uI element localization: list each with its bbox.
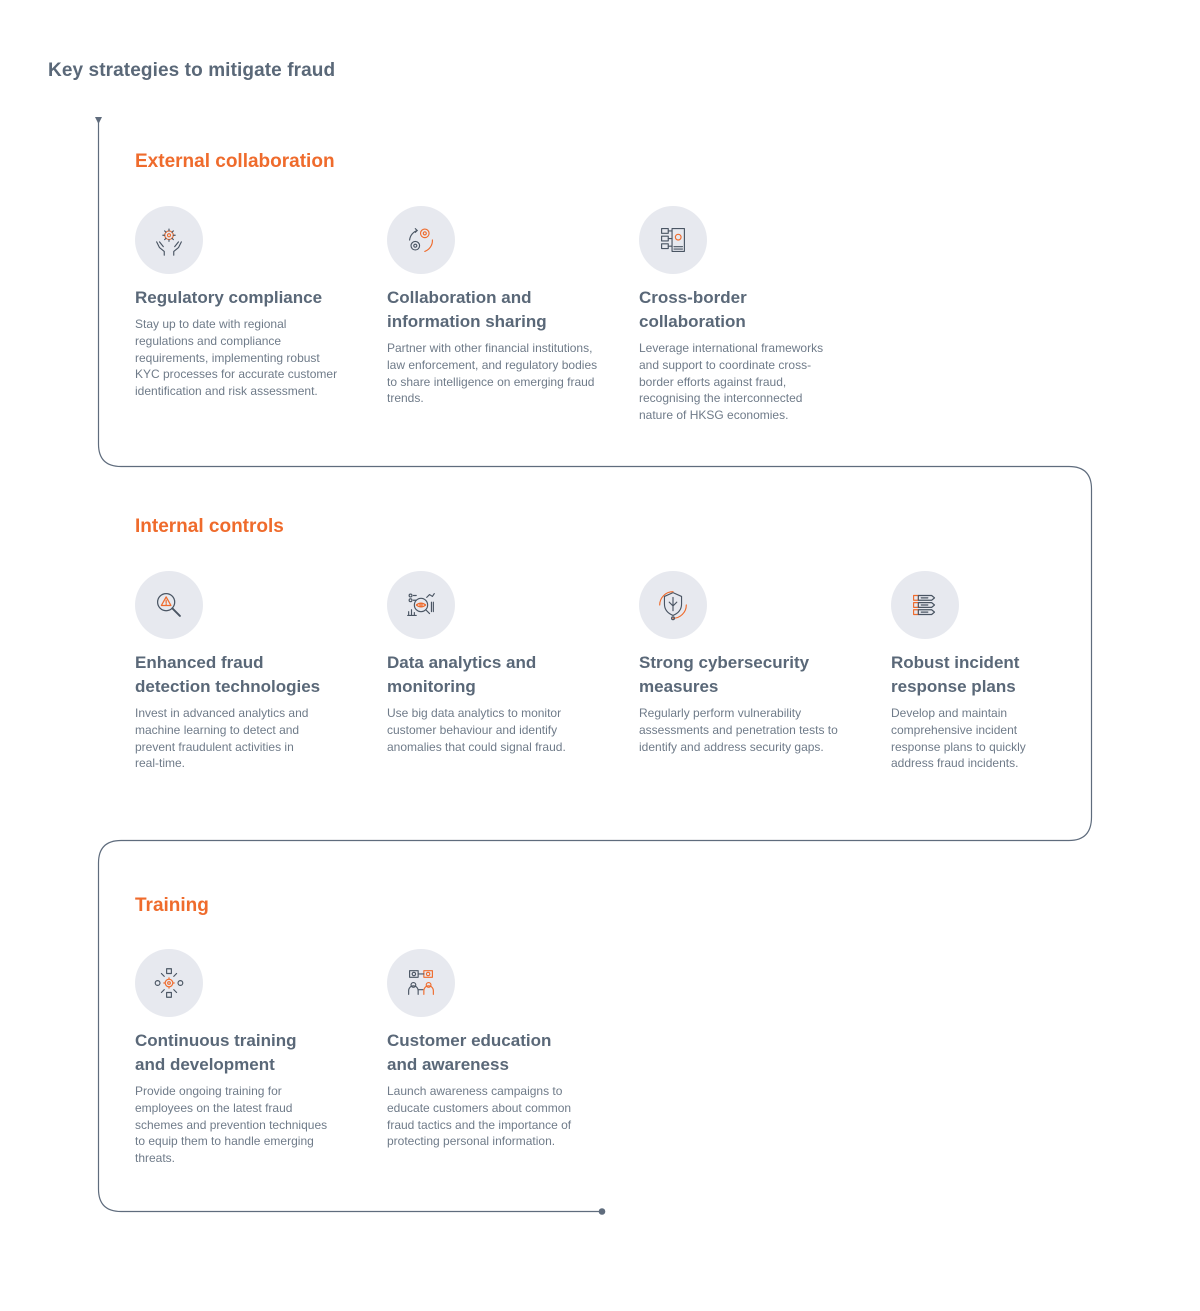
item-description: Stay up to date with regional regulations and compliance requirements, implementing robust KYC processes for accurate customer identification and risk assessment. <box>135 317 338 399</box>
strategy-cross-border-collaboration <box>639 206 859 424</box>
item-description: Use big data analytics to monitor customer behaviour and identify anomalies that could signal fraud. <box>387 706 566 754</box>
strategy-customer-education <box>387 949 607 1150</box>
item-description: Regularly perform vulnerability assessments and penetration tests to identify and address security gaps. <box>639 706 838 754</box>
customer-education-icon <box>387 949 455 1017</box>
item-title: Cross-border collaboration <box>639 288 747 331</box>
item-title: Collaboration and information sharing <box>387 288 547 331</box>
item-title: Regulatory compliance <box>135 288 323 307</box>
section-title-training: Training <box>135 895 209 916</box>
item-description: Partner with other financial institutions, law enforcement, and regulatory bodies to share intelligence on emerging fraud trends. <box>387 341 598 406</box>
item-title: Customer education and awareness <box>387 1031 552 1074</box>
flow-start-arrow <box>95 117 102 124</box>
item-title: Enhanced fraud detection technologies <box>135 653 321 696</box>
strategy-robust-incident-response <box>891 571 1111 772</box>
network-server-icon <box>639 206 707 274</box>
item-description: Develop and maintain comprehensive incident response plans to quickly address fraud incidents. <box>891 706 1026 771</box>
page-title: Key strategies to mitigate fraud <box>48 60 336 81</box>
item-description: Invest in advanced analytics and machine learning to detect and prevent fraudulent activities in real-time. <box>135 706 309 771</box>
shield-circuit-icon <box>639 571 707 639</box>
eye-analytics-icon <box>387 571 455 639</box>
item-description: Launch awareness campaigns to educate customers about common fraud tactics and the importance of protecting personal information. <box>387 1084 572 1149</box>
section-title-internal-controls: Internal controls <box>135 516 284 537</box>
gears-sync-icon <box>387 206 455 274</box>
item-description: Leverage international frameworks and support to coordinate cross-border efforts against fraud, recognising the interconnected nature of HKSG economies. <box>639 341 824 423</box>
flow-end-dot <box>599 1208 606 1215</box>
strategy-continuous-training <box>135 949 355 1167</box>
section-title-external-collaboration: External collaboration <box>135 151 335 172</box>
item-title: Robust incident response plans <box>891 653 1020 696</box>
strategy-data-analytics-monitoring <box>387 571 607 755</box>
strategy-collaboration-information-sharing <box>387 206 607 407</box>
strategy-enhanced-fraud-detection <box>135 571 355 772</box>
item-title: Strong cybersecurity measures <box>639 653 810 696</box>
hands-gear-icon <box>135 206 203 274</box>
numbered-list-icon <box>891 571 959 639</box>
magnifier-warning-icon <box>135 571 203 639</box>
item-title: Continuous training and development <box>135 1031 297 1074</box>
strategy-regulatory-compliance <box>135 206 355 400</box>
item-title: Data analytics and monitoring <box>387 653 537 696</box>
strategy-strong-cybersecurity <box>639 571 859 755</box>
training-cycle-icon <box>135 949 203 1017</box>
item-description: Provide ongoing training for employees on the latest fraud schemes and prevention techniques to equip them to handle emerging threats. <box>135 1084 328 1166</box>
